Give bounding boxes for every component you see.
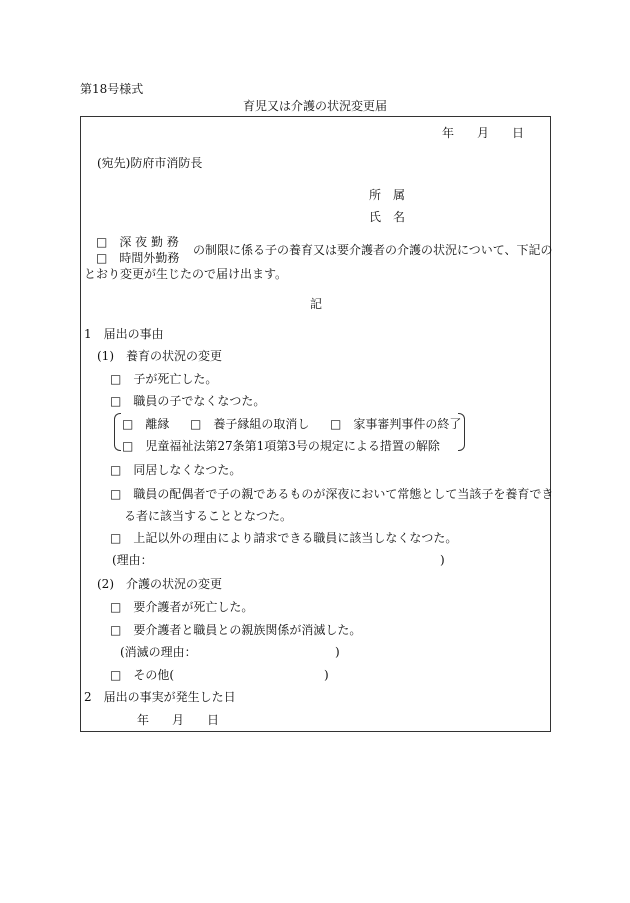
event-date-year: 年 [137, 713, 150, 727]
item-care-other[interactable]: □ その他( [110, 668, 175, 682]
item-child-death[interactable]: □ 子が死亡した。 [110, 372, 218, 386]
intro-text-line1: の制限に係る子の養育又は要介護者の介護の状況について、下記の [193, 243, 553, 257]
relation-reason-label: (消滅の理由： [120, 645, 197, 659]
option-adoption-cancel[interactable]: □ 養子縁組の取消し [190, 417, 310, 431]
item-other-reason[interactable]: □ 上記以外の理由により請求できる職員に該当しなくなつた。 [110, 531, 458, 545]
night-work-checkbox[interactable]: □ 深 夜 勤 務 [96, 235, 179, 249]
addressee: (宛先)防府市消防長 [97, 156, 203, 170]
intro-text-line2: とおり変更が生じたので届け出ます。 [84, 267, 288, 281]
sub1-heading: (1) 養育の状況の変更 [97, 349, 222, 363]
item-spouse-line1[interactable]: □ 職員の配偶者で子の親であるものが深夜において常態として当該子を養育でき [110, 487, 554, 501]
name-label: 氏 名 [369, 210, 406, 224]
option-family-court-end[interactable]: □ 家事審判事件の終了 [330, 417, 462, 431]
reason-close: ) [440, 553, 445, 567]
item-not-cohabiting[interactable]: □ 同居しなくなつた。 [110, 463, 242, 477]
ki-heading: 記 [310, 297, 323, 311]
affiliation-label: 所 属 [369, 188, 406, 202]
section2-heading: 2 届出の事実が発生した日 [84, 690, 236, 704]
option-rien[interactable]: □ 離縁 [122, 417, 170, 431]
form-title: 育児又は介護の状況変更届 [243, 99, 388, 113]
date-year: 年 [442, 126, 455, 140]
event-date-day: 日 [207, 713, 220, 727]
reason-label: (理由： [112, 553, 153, 567]
sub2-heading: (2) 介護の状況の変更 [97, 577, 222, 591]
item-care-death[interactable]: □ 要介護者が死亡した。 [110, 600, 254, 614]
section1-heading: 1 届出の事由 [84, 327, 164, 341]
left-brace [114, 413, 121, 451]
option-child-welfare-release[interactable]: □ 児童福祉法第27条第1項第3号の規定による措置の解除 [122, 439, 440, 453]
relation-reason-close: ) [335, 645, 340, 659]
care-other-close: ) [324, 668, 329, 682]
date-month: 月 [477, 126, 490, 140]
date-day: 日 [512, 126, 525, 140]
overtime-work-checkbox[interactable]: □ 時間外勤務 [96, 251, 180, 265]
form-number: 第18号様式 [80, 82, 144, 96]
event-date-month: 月 [172, 713, 185, 727]
item-not-child[interactable]: □ 職員の子でなくなつた。 [110, 394, 266, 408]
item-relation-ended[interactable]: □ 要介護者と職員との親族関係が消滅した。 [110, 623, 362, 637]
item-spouse-line2: る者に該当することとなつた。 [124, 509, 293, 523]
